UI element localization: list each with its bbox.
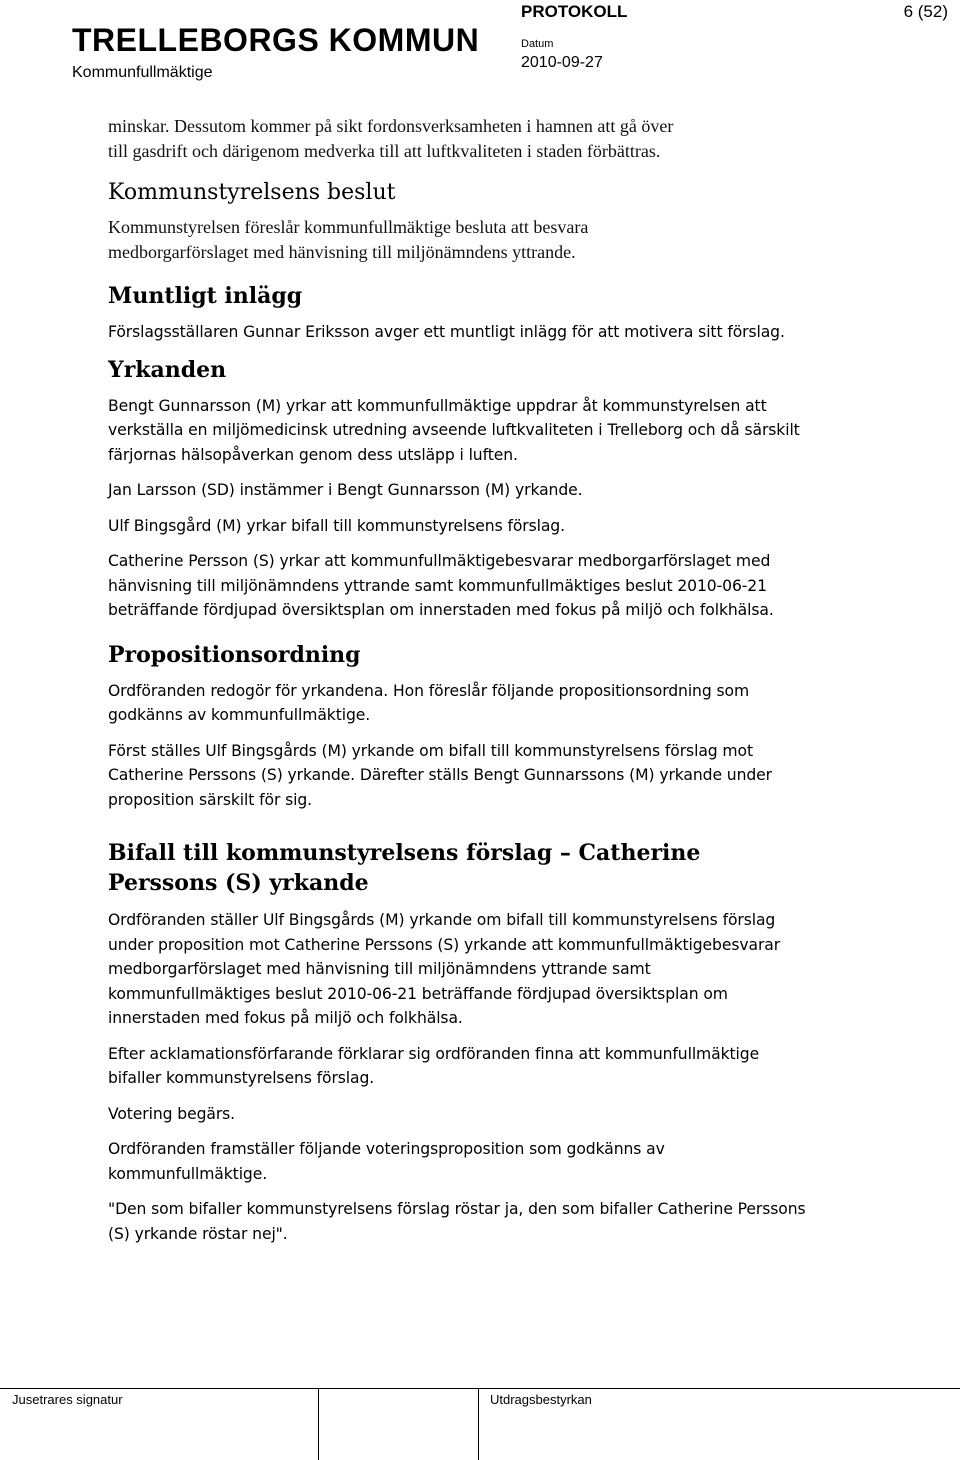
- footer-extract-box: [478, 1388, 960, 1460]
- yrkande-paragraph: Ulf Bingsgård (M) yrkar bifall till kommunstyrelsens förslag.: [108, 516, 565, 535]
- heading-propositionsordning: Propositionsordning: [108, 641, 361, 668]
- document-body: [108, 114, 808, 1257]
- heading-muntligt-inlagg: Muntligt inlägg: [108, 283, 303, 309]
- ks-line-1: Kommunstyrelsen föreslår kommunfullmäktige besluta att besvara: [108, 217, 589, 237]
- date-label: Datum: [521, 38, 554, 50]
- prop-paragraph: Först ställes Ulf Bingsgårds (M) yrkande om bifall till kommunstyrelsens förslag mot Catherine Perssons (S) yrkande. Därefter ställs Bengt Gunnarssons (M) yrkande under proposition särskilt för sig.: [108, 741, 772, 809]
- document-header-meta: [521, 0, 627, 72]
- ks-line-2: medborgarförslaget med hänvisning till miljönämndens yttrande.: [108, 241, 576, 262]
- prop-paragraph: Ordföranden redogör för yrkandena. Hon föreslår följande propositionsordning som godkänns av kommunfullmäktige.: [108, 681, 750, 724]
- organization-name: TRELLEBORGS KOMMUN: [72, 22, 480, 58]
- document-header-left: [72, 22, 479, 82]
- bifall-paragraph: Votering begärs.: [108, 1104, 236, 1123]
- muntligt-paragraph: Förslagsställaren Gunnar Eriksson avger ett muntligt inlägg för att motivera sitt förslag.: [108, 323, 785, 341]
- date-value: 2010-09-27: [521, 54, 603, 71]
- document-type: PROTOKOLL: [521, 2, 628, 21]
- yrkande-paragraph: Catherine Persson (S) yrkar att kommunfullmäktigebesvarar medborgarförslaget med hänvisning till miljönämndens yttrande samt kommunfullmäktiges beslut 2010-06-21 beträffande fördjupad översiktsplan om innerstaden med fokus på miljö och folkhälsa.: [108, 552, 774, 619]
- heading-kommunstyrelsens-beslut: Kommunstyrelsens beslut: [108, 180, 396, 205]
- bifall-paragraph: Ordföranden framställer följande voteringsproposition som godkänns av kommunfullmäktige.: [108, 1140, 665, 1183]
- bifall-paragraph: Ordföranden ställer Ulf Bingsgårds (M) yrkande om bifall till kommunstyrelsens förslag under proposition mot Catherine Perssons (S) yrkande att kommunfullmäktigebesvarar medborgarförslaget med hänvisning till miljönämndens yttrande samt kommunfullmäktiges beslut 2010-06-21 beträffande fördjupad översiktsplan om innerstaden med fokus på miljö och folkhälsa.: [108, 911, 781, 1027]
- extract-label: Utdragsbestyrkan: [490, 1392, 592, 1407]
- footer-signature-box-2: [318, 1388, 479, 1460]
- heading-bifall: Bifall till kommunstyrelsens förslag – Catherine Perssons (S) yrkande: [108, 840, 701, 896]
- heading-yrkanden: Yrkanden: [108, 356, 227, 383]
- yrkande-paragraph: Jan Larsson (SD) instämmer i Bengt Gunnarsson (M) yrkande.: [108, 481, 583, 499]
- bifall-paragraph: "Den som bifaller kommunstyrelsens förslag röstar ja, den som bifaller Catherine Perssons (S) yrkande röstar nej".: [108, 1200, 806, 1243]
- bifall-paragraph: Efter acklamationsförfarande förklarar sig ordföranden finna att kommunfullmäktige bifaller kommunstyrelsens förslag.: [108, 1044, 760, 1087]
- page-number: 6 (52): [903, 2, 948, 21]
- footer-signature-box: [0, 1388, 319, 1460]
- body-name: Kommunfullmäktige: [72, 64, 213, 81]
- intro-line-2: till gasdrift och därigenom medverka till att luftkvaliteten i staden förbättras.: [108, 140, 661, 161]
- intro-line-1: minskar. Dessutom kommer på sikt fordonsverksamheten i hamnen att gå över: [108, 116, 674, 136]
- yrkande-paragraph: Bengt Gunnarsson (M) yrkar att kommunfullmäktige uppdrar åt kommunstyrelsen att verkställa en miljömedicinsk utredning avseende luftkvaliteten i Trelleborg och då särskilt färjornas hälsopåverkan genom dess utsläpp i luften.: [108, 396, 800, 464]
- signature-label: Jusetrares signatur: [12, 1392, 123, 1407]
